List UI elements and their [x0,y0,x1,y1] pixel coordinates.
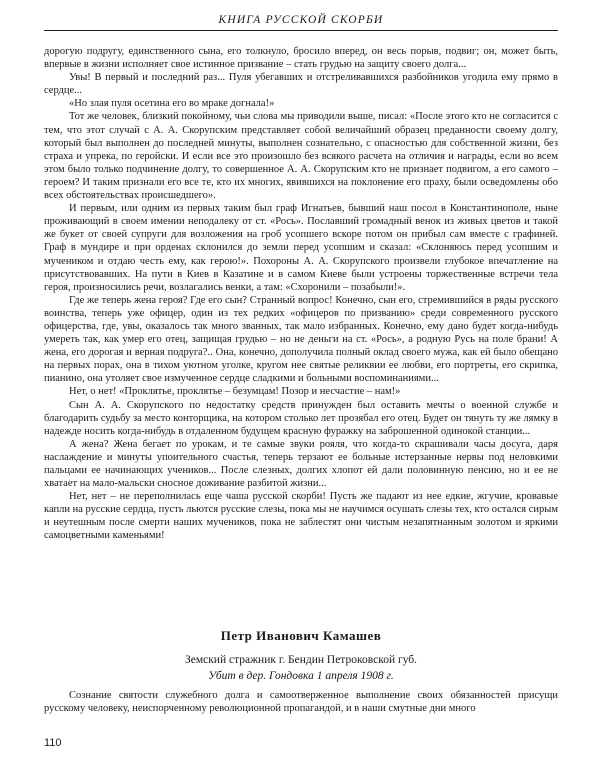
paragraph: Сознание святости служебного долга и самоотверженное выполнение своих обязанностей присущи русскому человеку, неиспорченному революционной пропагандой, и в наши смутные дни много [44,690,558,715]
paragraph: Тот же человек, близкий покойному, чьи слова мы приводили выше, писал: «После этого кто не согласится с тем, что этот случай с А. А. Скорупским представляет собой величайший образец преданности своему долгу, который был выполнен до последней минуты, выполнен сознательно, с опасностью для собственной жизни, без страха и упрека, по геройски. И если все это произошло без всякого расчета на отличия и награды, если во всем этом было только подчинение долгу, то совершенное А. А. Скорупским кто не признает подвигом, а его самого – героем? И таким признали его все те, кто их многих, явившихся на поклонение его праху, были осведомлены обо всех обстоятельствах происшедшего». [44,111,558,202]
person-fate: Убит в дер. Гондовка 1 апреля 1908 г. [208,670,394,682]
paragraph: Сын А. А. Скорупского по недостатку средств принужден был оставить мечты о военной службе и благодарить судьбу за место конторщика, на котором столько лет прозябал его отец. Будет он тянуть ту же лямку в надежде носить когда-нибудь в отдаленном будущем красную фуражку на заброшенной одинокой станции... [44,399,558,437]
running-head-title: КНИГА РУССКОЙ СКОРБИ [218,14,384,26]
paragraph: А жена? Жена бегает по урокам, и те самые звуки рояля, что когда-то скрашивали часы досуга, даря наслаждение и минуты упоительного счастья, теперь терзают ее больные истерзанные нервы под неловкими пальцами ее начинающих учеников... После слезных, долгих хлопот ей дали половинную пенсию, но и ее не хватает на мало-мальски сносное доживание разбитой жизни... [44,438,558,490]
quote-paragraph: Нет, о нет! «Проклятье, проклятье – безумцам! Позор и несчастие – нам!» [69,386,401,398]
page-number: 110 [44,737,62,749]
section-heading [44,628,558,684]
quote-paragraph: «Но злая пуля осетина его во мраке догнала!» [69,98,275,110]
person-name: Петр Иванович Камашев [220,628,382,643]
section-text [44,689,558,715]
main-text [44,45,558,543]
paragraph: Увы! В первый и последний раз... Пуля убегавших и отстреливавшихся разбойников угодила ему прямо в сердце... [44,72,558,97]
paragraph: Где же теперь жена героя? Где его сын? Странный вопрос! Конечно, сын его, стремившийся в ряды русского воинства, теперь уже офицер, один из тех редких «офицеров по призванию» среди современного русского офицерства, где, увы, оказалось так много званных, так мало избранных. Конечно, ему дано будет когда-нибудь умереть так, как умер его отец, защищая грудью – но не деньги на ст. «Рось», а родную Русь на поле брани! А жена, его дорогая и верная подруга?.. Она, конечно, дополучила полный оклад своего мужа, как ей было обещано на первых порах, она в тихом уютном уголке, кругом нее святые реликвии ее любви, его портреты, его скрипка, пианино, она утоляет свое измученное сердце сладкими и больными воспоминаниями... [44,294,558,385]
paragraph: Нет, нет – не переполнилась еще чаша русской скорби! Пусть же падают из нее едкие, жгучие, кровавые капли на русские сердца, пусть льются русские слезы, пока мы не научимся осушать слезы тех, кто остался сирым и неутешным после смерти наших мучеников, пока не заблестят они чистым незапятнанным золотом и яркими самоцветными каменьями! [44,491,558,542]
person-role: Земский стражник г. Бендин Петроковской губ. [184,654,418,666]
paragraph: И первым, или одним из первых таким был граф Игнатьев, бывший наш посол в Константинополе, ныне проживающий в своем имении неподалеку от ст. «Рось». Пославший громадный венок из живых цветов и такой же букет от своей супруги для возложения на гроб усопшего вскоре потом он прибыл сам вместе с графиней. Граф в мундире и при орденах склонился до земли перед усопшим и сказал: «Склоняюсь перед усопшим и мучеником и отдаю честь ему, как герою!». Похороны А. А. Скорупского произвели глубокое впечатление на присутствовавших. На пути в Киев в Казатине и в самом Киеве были устроены торжественные встречи тела героя, произносились речи, возлагались венки, а там: «Схоронили – позабыли!». [44,203,558,293]
running-head [44,14,558,31]
paragraph: дорогую подругу, единственного сына, его толкнуло, бросило вперед, он весь порыв, подвиг; он, может быть, впервые в жизни исполняет свое истинное призвание – стать грудью на защиту своего долга... [44,46,558,71]
